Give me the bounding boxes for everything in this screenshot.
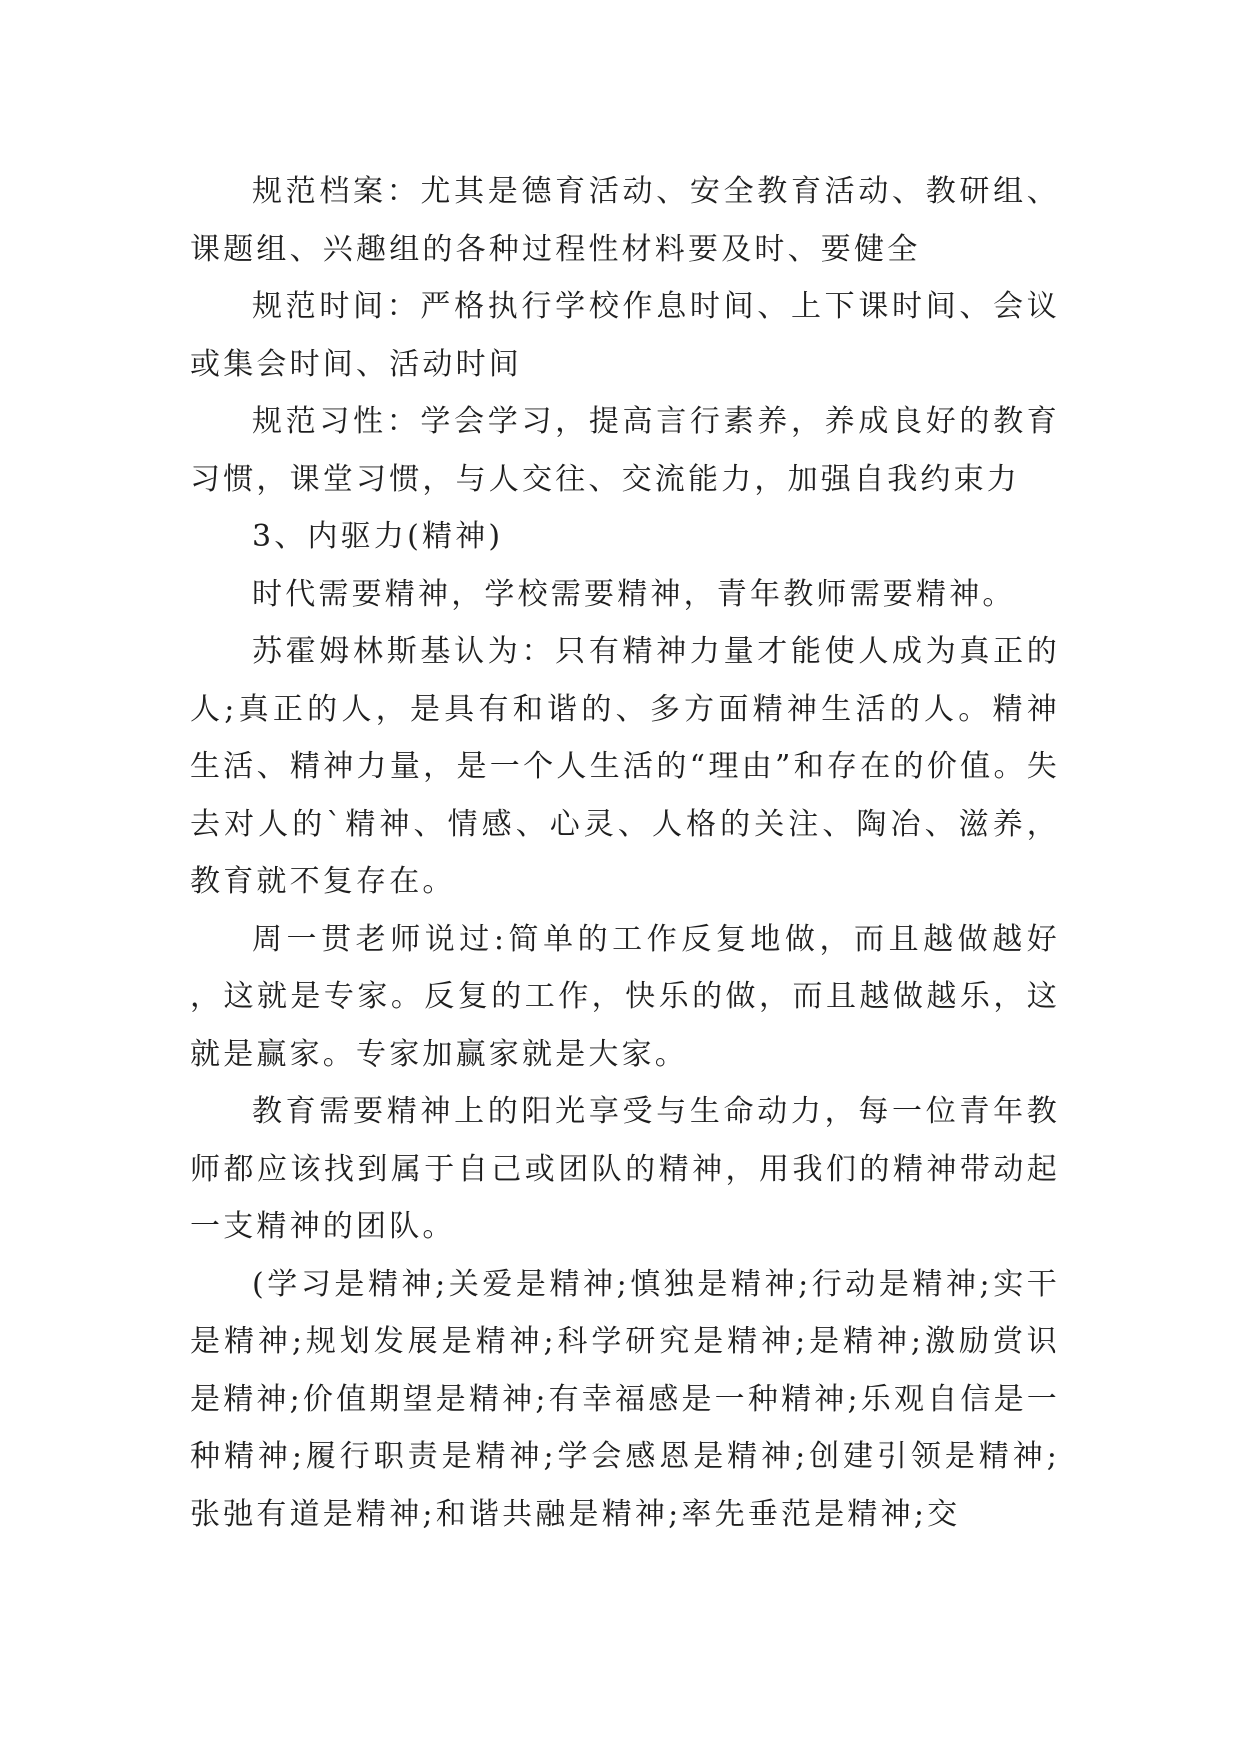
section-heading-inner-drive: 3、内驱力(精神) bbox=[252, 519, 504, 554]
paragraph-time-norms: 规范时间：严格执行学校作息时间、上下课时间、会议或集会时间、活动时间 bbox=[190, 289, 1060, 382]
paragraph-archive-norms: 规范档案：尤其是德育活动、安全教育活动、教研组、课题组、兴趣组的各种过程性材料要及时、要健全 bbox=[190, 174, 1060, 267]
paragraph-era-needs-spirit: 时代需要精神，学校需要精神，青年教师需要精神。 bbox=[252, 576, 1016, 612]
paragraph-zhou-yiguan: 周一贯老师说过:简单的工作反复地做，而且越做越好，这就是专家。反复的工作，快乐的做，而且越做越乐，这就是赢家。专家加赢家就是大家。 bbox=[190, 921, 1060, 1072]
document-page bbox=[190, 163, 1060, 1543]
paragraph-spirit-list: (学习是精神;关爱是精神;慎独是精神;行动是精神;实干是精神;规划发展是精神;科学研究是精神;是精神;激励赏识是精神;价值期望是精神;有幸福感是一种精神;乐观自信是一种精神;履行职责是精神;学会感恩是精神;创建引领是精神;张弛有道是精神;和谐共融是精神;率先垂范是精神;交 bbox=[190, 1266, 1060, 1532]
paragraph-education-spirit: 教育需要精神上的阳光享受与生命动力，每一位青年教师都应该找到属于自己或团队的精神，用我们的精神带动起一支精神的团队。 bbox=[190, 1094, 1060, 1244]
paragraph-habit-norms: 规范习性：学会学习，提高言行素养，养成良好的教育习惯，课堂习惯，与人交往、交流能力，加强自我约束力 bbox=[190, 404, 1060, 497]
paragraph-sukhomlinsky: 苏霍姆林斯基认为：只有精神力量才能使人成为真正的人;真正的人，是具有和谐的、多方面精神生活的人。精神生活、精神力量，是一个人生活的“理由”和存在的价值。失去对人的`精神、情感、心灵、人格的关注、陶冶、滋养，教育就不复存在。 bbox=[190, 634, 1060, 899]
